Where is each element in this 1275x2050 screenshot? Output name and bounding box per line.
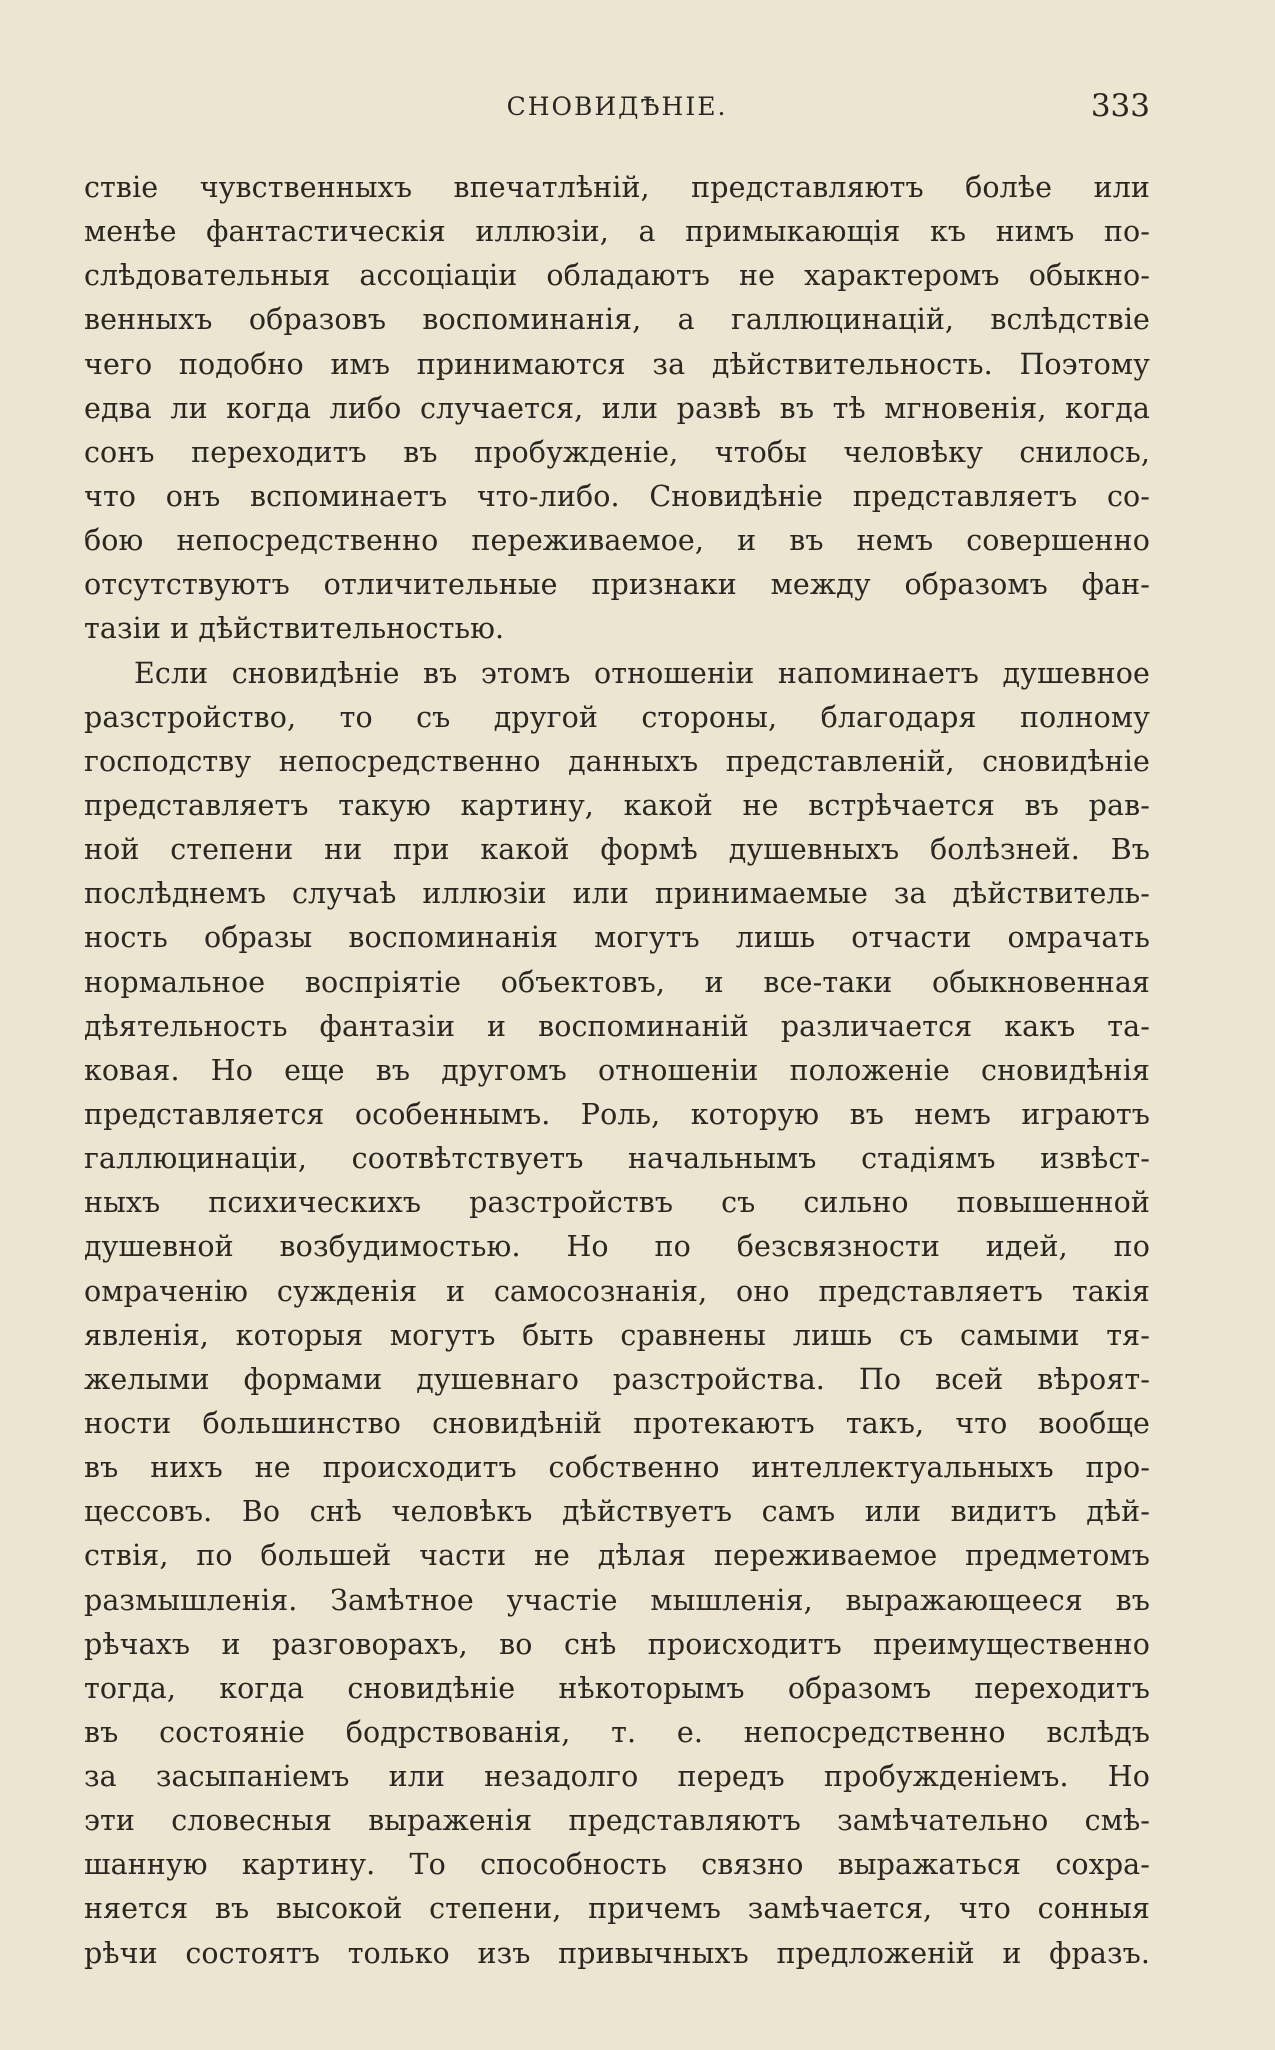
text-line: чего подобно имъ принимаются за дѣйствительность. Поэтому xyxy=(84,347,1150,381)
text-line: ковая. Но еще въ другомъ отношеніи положеніе сновидѣнія xyxy=(84,1053,1150,1087)
text-line: эти словесныя выраженія представляютъ замѣчательно смѣ- xyxy=(84,1804,1150,1838)
text-line: отсутствуютъ отличительные признаки между образомъ фан- xyxy=(84,568,1150,602)
text-line: ность образы воспоминанія могутъ лишь отчасти омрачать xyxy=(84,921,1150,955)
text-line: ствія, по большей части не дѣлая переживаемое предметомъ xyxy=(84,1539,1150,1573)
text-line: за засыпаніемъ или незадолго передъ пробужденіемъ. Но xyxy=(84,1760,1150,1794)
text-line: рѣчахъ и разговорахъ, во снѣ происходитъ преимущественно xyxy=(84,1627,1150,1661)
text-line: господству непосредственно данныхъ представленій, сновидѣніе xyxy=(84,744,1150,778)
text-line: послѣднемъ случаѣ иллюзіи или принимаемые за дѣйствитель- xyxy=(84,877,1150,911)
text-line: сонъ переходитъ въ пробужденіе, чтобы человѣку снилось, xyxy=(84,435,1150,469)
text-line: представляется особеннымъ. Роль, которую въ немъ играютъ xyxy=(84,1097,1150,1131)
text-line: ной степени ни при какой формѣ душевныхъ болѣзней. Въ xyxy=(84,833,1150,867)
text-line: ствіе чувственныхъ впечатлѣній, представляютъ болѣе или xyxy=(84,171,1150,204)
text-line: явленія, которыя могутъ быть сравнены лишь съ самыми тя- xyxy=(84,1318,1150,1352)
text-line: разстройство, то съ другой стороны, благодаря полному xyxy=(84,700,1150,734)
page-number: 333 xyxy=(1090,88,1150,124)
text-line: нормальное воспріятіе объектовъ, и все-таки обыкновенная xyxy=(84,965,1150,999)
text-line: душевной возбудимостью. Но по безсвязности идей, по xyxy=(84,1230,1150,1264)
running-head xyxy=(84,88,1150,128)
text-line: ныхъ психическихъ разстройствъ съ сильно повышенной xyxy=(84,1186,1150,1220)
text-line: тогда, когда сновидѣніе нѣкоторымъ образомъ переходитъ xyxy=(84,1671,1150,1705)
body-text xyxy=(84,166,1150,1976)
text-line: желыми формами душевнаго разстройства. По всей вѣроят- xyxy=(84,1362,1150,1396)
paragraph-2 xyxy=(84,652,1150,1976)
running-title: СНОВИДѢНІЕ. xyxy=(506,92,728,121)
text-line: что онъ вспоминаетъ что-либо. Сновидѣніе представляетъ со- xyxy=(84,479,1150,513)
text-line: Если сновидѣніе въ этомъ отношеніи напоминаетъ душевное xyxy=(134,656,1150,690)
text-line: венныхъ образовъ воспоминанія, а галлюцинацій, вслѣдствіе xyxy=(84,303,1150,337)
text-line: въ нихъ не происходитъ собственно интеллектуальныхъ про- xyxy=(84,1451,1150,1485)
text-line: шанную картину. То способность связно выражаться сохра- xyxy=(84,1848,1150,1882)
text-line: омраченію сужденія и самосознанія, оно представляетъ такія xyxy=(84,1274,1150,1308)
text-line: рѣчи состоятъ только изъ привычныхъ предложеній и фразъ. xyxy=(84,1936,1150,1970)
text-line: слѣдовательныя ассоціаціи обладаютъ не характеромъ обыкно- xyxy=(84,259,1150,293)
text-line: цессовъ. Во снѣ человѣкъ дѣйствуетъ самъ или видитъ дѣй- xyxy=(84,1495,1150,1529)
text-line: въ состояніе бодрствованія, т. е. непосредственно вслѣдъ xyxy=(84,1715,1150,1749)
text-line: едва ли когда либо случается, или развѣ въ тѣ мгновенія, когда xyxy=(84,391,1150,425)
text-line: менѣе фантастическія иллюзіи, а примыкающія къ нимъ по- xyxy=(84,215,1150,249)
paragraph-1 xyxy=(84,166,1150,652)
text-line: ности большинство сновидѣній протекаютъ такъ, что вообще xyxy=(84,1406,1150,1440)
text-line: галлюцинаціи, соотвѣтствуетъ начальнымъ стадіямъ извѣст- xyxy=(84,1142,1150,1176)
text-line: бою непосредственно переживаемое, и въ немъ совершенно xyxy=(84,524,1150,558)
text-line: няется въ высокой степени, причемъ замѣчается, что сонныя xyxy=(84,1892,1150,1926)
text-line: размышленія. Замѣтное участіе мышленія, выражающееся въ xyxy=(84,1583,1150,1617)
text-line: тазіи и дѣйствительностью. xyxy=(84,612,505,646)
text-line: представляетъ такую картину, какой не встрѣчается въ рав- xyxy=(84,788,1150,822)
text-line: дѣятельность фантазіи и воспоминаній различается какъ та- xyxy=(84,1009,1150,1043)
